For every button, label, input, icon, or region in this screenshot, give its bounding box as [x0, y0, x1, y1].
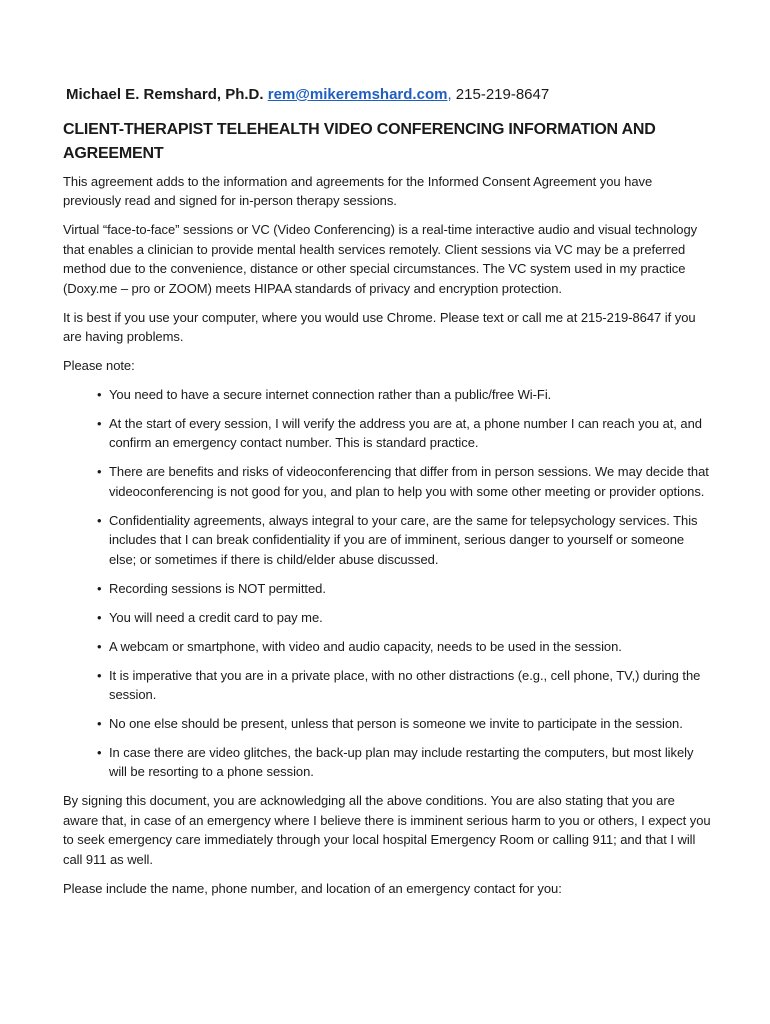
list-item: • Recording sessions is NOT permitted. — [63, 579, 713, 598]
list-item: • A webcam or smartphone, with video and audio capacity, needs to be used in the session. — [63, 637, 713, 656]
bullet-icon: • — [97, 512, 102, 528]
email-link[interactable]: rem@mikeremshard.com — [267, 86, 448, 103]
computer-paragraph: It is best if you use your computer, where you would use Chrome. Please text or call me at 215-219-8647 if you are having problems. — [63, 309, 696, 345]
please-note-label: Please note: — [63, 358, 135, 374]
author-header — [66, 84, 713, 106]
list-item: • There are benefits and risks of videoconferencing that differ from in person sessions. We may decide that videoconferencing is not good for you, and plan to help you with some other meeting or provider options. — [97, 464, 709, 499]
author-phone: 215-219-8647 — [455, 86, 550, 103]
bullet-icon: • — [97, 609, 102, 625]
bullet-icon: • — [97, 387, 102, 403]
bullet-icon: • — [97, 667, 102, 683]
list-item: • No one else should be present, unless that person is someone we invite to participate in the session. — [63, 714, 713, 733]
list-item: • You will need a credit card to pay me. — [63, 608, 713, 627]
notes-list — [63, 385, 713, 782]
bullet-icon: • — [97, 745, 102, 761]
list-item: • In case there are video glitches, the back-up plan may include restarting the computers, but most likely will be resorting to a phone session. — [97, 745, 694, 780]
signing-paragraph: By signing this document, you are acknowledging all the above conditions. You are also stating that you are aware that, in case of an emergency where I believe there is imminent serious harm to you or others, I expect you to seek emergency care immediately through your local hospital Emergency Room or calling 911; and that I will call 911 as well. — [63, 793, 711, 867]
header-separator: , — [447, 86, 452, 103]
document-title: CLIENT-THERAPIST TELEHEALTH VIDEO CONFERENCING INFORMATION AND AGREEMENT — [63, 121, 656, 162]
list-item: • It is imperative that you are in a private place, with no other distractions (e.g., cell phone, TV,) during the session. — [97, 667, 701, 703]
bullet-icon: • — [97, 638, 102, 654]
bullet-icon: • — [97, 416, 102, 432]
virtual-sessions-paragraph: Virtual “face-to-face” sessions or VC (Video Conferencing) is a real-time interactive audio and visual technology that enables a clinician to provide mental health services remotely. Client sessions via VC may be a preferred method due to the convenience, distance or other special circumstances. The VC system used in my practice (Doxy.me – pro or ZOOM) meets HIPAA standards of privacy and encryption protection. — [63, 222, 698, 296]
bullet-icon: • — [97, 464, 102, 480]
document-page — [63, 84, 713, 908]
list-item: • At the start of every session, I will verify the address you are at, a phone number I can reach you at, and confirm an emergency contact number. This is standard practice. — [97, 416, 702, 451]
emergency-contact-prompt: Please include the name, phone number, and location of an emergency contact for you: — [63, 880, 562, 896]
list-item: • Confidentiality agreements, always integral to your care, are the same for telepsychology services. This includes that I can break confidentiality if you are of imminent, serious danger to yourself or someone else; or sometimes if there is child/elder abuse discussed. — [97, 512, 698, 567]
list-item: • You need to have a secure internet connection rather than a public/free Wi-Fi. — [63, 385, 713, 404]
bullet-icon: • — [97, 716, 102, 732]
bullet-icon: • — [97, 580, 102, 596]
author-name: Michael E. Remshard, Ph.D. — [66, 86, 264, 103]
intro-paragraph: This agreement adds to the information and agreements for the Informed Consent Agreement you have previously read and signed for in-person therapy sessions. — [63, 174, 653, 209]
